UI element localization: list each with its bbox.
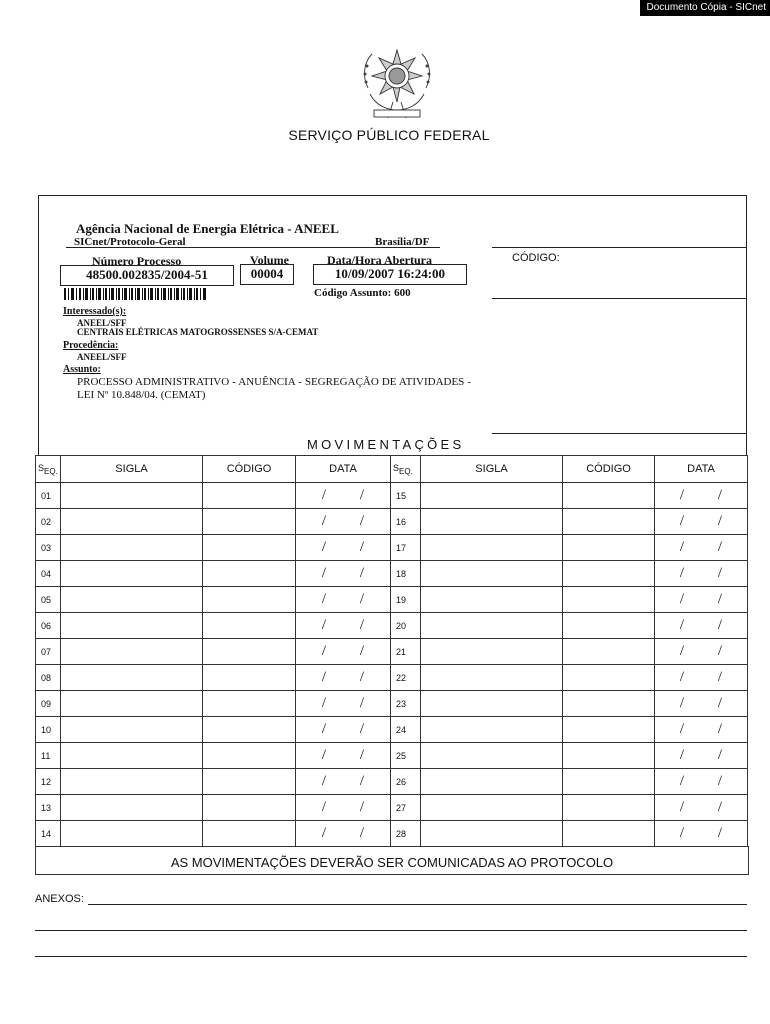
coat-of-arms-seal — [358, 44, 436, 124]
data-header-right: DATA — [655, 456, 748, 483]
codigo-cell — [203, 743, 296, 769]
codigo-cell — [203, 795, 296, 821]
movement-row — [36, 821, 748, 847]
city-label: Brasília/DF — [375, 236, 430, 248]
seq-number-cell: 28 — [391, 821, 421, 847]
movement-row — [36, 691, 748, 717]
date-slash: / — [359, 721, 365, 737]
seq-number-cell: 16 — [391, 509, 421, 535]
header-code-bottom-line — [492, 298, 747, 299]
date-slash: / — [717, 591, 723, 607]
header-bottom-line — [492, 433, 747, 434]
sigla-cell — [61, 561, 203, 587]
system-name: SICnet/Protocolo-Geral — [74, 236, 186, 248]
sigla-cell — [61, 743, 203, 769]
date-slash: / — [321, 799, 327, 815]
sigla-cell — [61, 717, 203, 743]
codigo-cell — [563, 691, 655, 717]
seq-number-cell: 02 — [36, 509, 61, 535]
date-cell — [655, 665, 748, 691]
date-slash: / — [359, 747, 365, 763]
movement-row — [36, 639, 748, 665]
codigo-cell — [563, 535, 655, 561]
date-slash: / — [679, 487, 685, 503]
subject-text: PROCESSO ADMINISTRATIVO - ANUÊNCIA - SEGREGAÇÃO DE ATIVIDADES - LEI Nº 10.848/04. (CEMAT) — [77, 376, 471, 401]
date-slash: / — [679, 513, 685, 529]
seq-number-cell: 01 — [36, 483, 61, 509]
sigla-cell — [421, 795, 563, 821]
date-slash: / — [717, 773, 723, 789]
seq-number-cell: 12 — [36, 769, 61, 795]
date-slash: / — [321, 565, 327, 581]
date-slash: / — [717, 669, 723, 685]
date-slash: / — [717, 617, 723, 633]
date-cell — [296, 795, 391, 821]
seq-number-cell: 18 — [391, 561, 421, 587]
date-slash: / — [717, 513, 723, 529]
date-slash: / — [321, 487, 327, 503]
data-header-left: DATA — [296, 456, 391, 483]
date-cell — [296, 639, 391, 665]
sigla-cell — [421, 587, 563, 613]
header-right-line — [746, 195, 747, 455]
date-slash: / — [359, 695, 365, 711]
seq-number-cell: 09 — [36, 691, 61, 717]
seq-number-cell: 07 — [36, 639, 61, 665]
codigo-cell — [203, 717, 296, 743]
date-slash: / — [679, 695, 685, 711]
date-slash: / — [679, 825, 685, 841]
codigo-cell — [203, 561, 296, 587]
seq-number-cell: 08 — [36, 665, 61, 691]
date-slash: / — [321, 773, 327, 789]
date-slash: / — [359, 617, 365, 633]
header-mid-line — [492, 247, 747, 248]
movements-title: MOVIMENTAÇÕES — [307, 437, 465, 452]
date-cell — [655, 821, 748, 847]
date-slash: / — [359, 565, 365, 581]
seq-number-cell: 25 — [391, 743, 421, 769]
sigla-cell — [421, 483, 563, 509]
opened-label: Data/Hora Abertura — [327, 253, 432, 267]
movement-row — [36, 509, 748, 535]
date-cell — [296, 743, 391, 769]
date-slash: / — [359, 669, 365, 685]
barcode-graphic — [64, 288, 206, 300]
seq-number-cell: 22 — [391, 665, 421, 691]
watermark-label: Documento Cópia - SICnet — [640, 0, 770, 16]
movement-row — [36, 717, 748, 743]
movement-row — [36, 561, 748, 587]
date-cell — [655, 639, 748, 665]
sigla-cell — [421, 509, 563, 535]
date-cell — [296, 535, 391, 561]
sigla-cell — [421, 665, 563, 691]
sigla-cell — [61, 665, 203, 691]
codigo-cell — [563, 561, 655, 587]
sigla-cell — [61, 483, 203, 509]
date-cell — [296, 587, 391, 613]
codigo-cell — [203, 535, 296, 561]
date-slash: / — [321, 617, 327, 633]
date-slash: / — [679, 747, 685, 763]
date-slash: / — [717, 565, 723, 581]
codigo-cell — [563, 743, 655, 769]
date-slash: / — [321, 747, 327, 763]
codigo-cell — [563, 717, 655, 743]
opened-box: 10/09/2007 16:24:00 — [313, 264, 467, 285]
date-cell — [655, 561, 748, 587]
seq-number-cell: 11 — [36, 743, 61, 769]
date-slash: / — [679, 773, 685, 789]
date-cell — [296, 717, 391, 743]
date-slash: / — [321, 695, 327, 711]
date-slash: / — [359, 513, 365, 529]
code-label: CÓDIGO: — [512, 252, 560, 264]
movements-header-row — [36, 456, 748, 483]
date-slash: / — [679, 799, 685, 815]
date-slash: / — [321, 591, 327, 607]
interested-1: ANEEL/SFF — [77, 318, 127, 328]
codigo-cell — [203, 821, 296, 847]
seq-number-cell: 06 — [36, 613, 61, 639]
process-number-box: 48500.002835/2004-51 — [60, 265, 234, 286]
movement-row — [36, 587, 748, 613]
subject-code-value: 600 — [394, 287, 411, 299]
movement-row — [36, 743, 748, 769]
interested-label: Interessado(s): — [63, 306, 127, 317]
codigo-cell — [563, 483, 655, 509]
sigla-cell — [421, 743, 563, 769]
header-left-line — [38, 195, 39, 455]
date-cell — [296, 665, 391, 691]
sigla-cell — [61, 769, 203, 795]
date-cell — [296, 769, 391, 795]
date-slash: / — [679, 669, 685, 685]
origin-value: ANEEL/SFF — [77, 352, 127, 362]
movement-row — [36, 769, 748, 795]
codigo-cell — [203, 639, 296, 665]
date-slash: / — [359, 799, 365, 815]
seq-number-cell: 13 — [36, 795, 61, 821]
interested-2: CENTRAIS ELÉTRICAS MATOGROSSENSES S/A-CEMAT — [77, 327, 319, 337]
codigo-cell — [203, 587, 296, 613]
date-slash: / — [717, 747, 723, 763]
movement-row — [36, 483, 748, 509]
seq-number-cell: 10 — [36, 717, 61, 743]
date-slash: / — [321, 643, 327, 659]
sigla-cell — [61, 821, 203, 847]
date-cell — [655, 717, 748, 743]
date-slash: / — [679, 721, 685, 737]
seq-number-cell: 26 — [391, 769, 421, 795]
movements-footer-note: AS MOVIMENTAÇÕES DEVERÃO SER COMUNICADAS AO PROTOCOLO — [35, 846, 749, 875]
codigo-cell — [203, 509, 296, 535]
seq-number-cell: 19 — [391, 587, 421, 613]
sigla-cell — [421, 821, 563, 847]
date-slash: / — [717, 643, 723, 659]
codigo-cell — [563, 665, 655, 691]
date-cell — [655, 613, 748, 639]
date-slash: / — [321, 721, 327, 737]
seq-number-cell: 03 — [36, 535, 61, 561]
date-slash: / — [679, 591, 685, 607]
codigo-cell — [203, 665, 296, 691]
seq-number-cell: 05 — [36, 587, 61, 613]
date-slash: / — [321, 539, 327, 555]
sigla-cell — [61, 509, 203, 535]
seq-number-cell: 23 — [391, 691, 421, 717]
sigla-cell — [421, 691, 563, 717]
date-cell — [655, 795, 748, 821]
seq-header-left: $S_{EQ.}$ — [36, 456, 61, 483]
codigo-cell — [563, 509, 655, 535]
date-cell — [655, 535, 748, 561]
sigla-cell — [61, 691, 203, 717]
movement-row — [36, 613, 748, 639]
codigo-cell — [203, 691, 296, 717]
date-cell — [655, 691, 748, 717]
codigo-cell — [203, 769, 296, 795]
volume-label: Volume — [250, 253, 289, 267]
sigla-cell — [421, 613, 563, 639]
seq-header-right: $S_{EQ.}$ — [391, 456, 421, 483]
date-slash: / — [717, 721, 723, 737]
date-cell — [655, 769, 748, 795]
seq-number-cell: 27 — [391, 795, 421, 821]
subject-label: Assunto: — [63, 364, 101, 375]
date-slash: / — [359, 773, 365, 789]
seq-number-cell: 14 — [36, 821, 61, 847]
origin-label: Procedência: — [63, 340, 119, 351]
codigo-cell — [563, 639, 655, 665]
date-cell — [296, 613, 391, 639]
date-cell — [655, 743, 748, 769]
date-slash: / — [359, 591, 365, 607]
movement-row — [36, 535, 748, 561]
seq-number-cell: 17 — [391, 535, 421, 561]
sigla-cell — [421, 561, 563, 587]
date-slash: / — [717, 695, 723, 711]
seq-number-cell: 21 — [391, 639, 421, 665]
sigla-cell — [61, 535, 203, 561]
seq-number-cell: 15 — [391, 483, 421, 509]
date-slash: / — [321, 825, 327, 841]
date-slash: / — [679, 539, 685, 555]
movement-row — [36, 795, 748, 821]
date-cell — [296, 509, 391, 535]
subject-code — [314, 287, 411, 299]
header-top-line — [38, 195, 747, 196]
codigo-cell — [563, 587, 655, 613]
seq-number-cell: 04 — [36, 561, 61, 587]
date-cell — [655, 509, 748, 535]
seq-number-cell: 20 — [391, 613, 421, 639]
date-cell — [655, 483, 748, 509]
annex-line-3 — [35, 956, 747, 957]
codigo-header-right: CÓDIGO — [563, 456, 655, 483]
seq-number-cell: 24 — [391, 717, 421, 743]
date-slash: / — [679, 643, 685, 659]
sigla-cell — [421, 769, 563, 795]
date-slash: / — [679, 617, 685, 633]
service-title: SERVIÇO PÚBLICO FEDERAL — [288, 127, 490, 143]
sigla-cell — [61, 587, 203, 613]
date-slash: / — [359, 643, 365, 659]
date-slash: / — [321, 669, 327, 685]
process-label: Número Processo — [92, 254, 182, 268]
movement-row — [36, 665, 748, 691]
date-slash: / — [717, 825, 723, 841]
codigo-cell — [563, 769, 655, 795]
movements-table — [35, 455, 748, 847]
sigla-header-right: SIGLA — [421, 456, 563, 483]
date-slash: / — [359, 825, 365, 841]
date-slash: / — [717, 487, 723, 503]
codigo-cell — [203, 483, 296, 509]
sigla-cell — [421, 535, 563, 561]
date-cell — [296, 483, 391, 509]
agency-name: Agência Nacional de Energia Elétrica - ANEEL — [76, 221, 339, 236]
date-slash: / — [717, 799, 723, 815]
sigla-header-left: SIGLA — [61, 456, 203, 483]
codigo-cell — [203, 613, 296, 639]
codigo-cell — [563, 613, 655, 639]
annex-line-1 — [88, 904, 747, 905]
sigla-cell — [61, 613, 203, 639]
date-slash: / — [359, 487, 365, 503]
codigo-cell — [563, 821, 655, 847]
codigo-cell — [563, 795, 655, 821]
sigla-cell — [421, 639, 563, 665]
sigla-cell — [61, 639, 203, 665]
annex-line-2 — [35, 930, 747, 931]
date-cell — [655, 587, 748, 613]
sigla-cell — [421, 717, 563, 743]
date-slash: / — [717, 539, 723, 555]
date-slash: / — [359, 539, 365, 555]
subject-code-label: Código Assunto: — [314, 287, 392, 299]
annex-label: ANEXOS: — [35, 893, 84, 905]
sigla-cell — [61, 795, 203, 821]
date-cell — [296, 821, 391, 847]
volume-box: 00004 — [240, 264, 294, 285]
date-slash: / — [679, 565, 685, 581]
date-cell — [296, 561, 391, 587]
date-slash: / — [321, 513, 327, 529]
date-cell — [296, 691, 391, 717]
codigo-header-left: CÓDIGO — [203, 456, 296, 483]
